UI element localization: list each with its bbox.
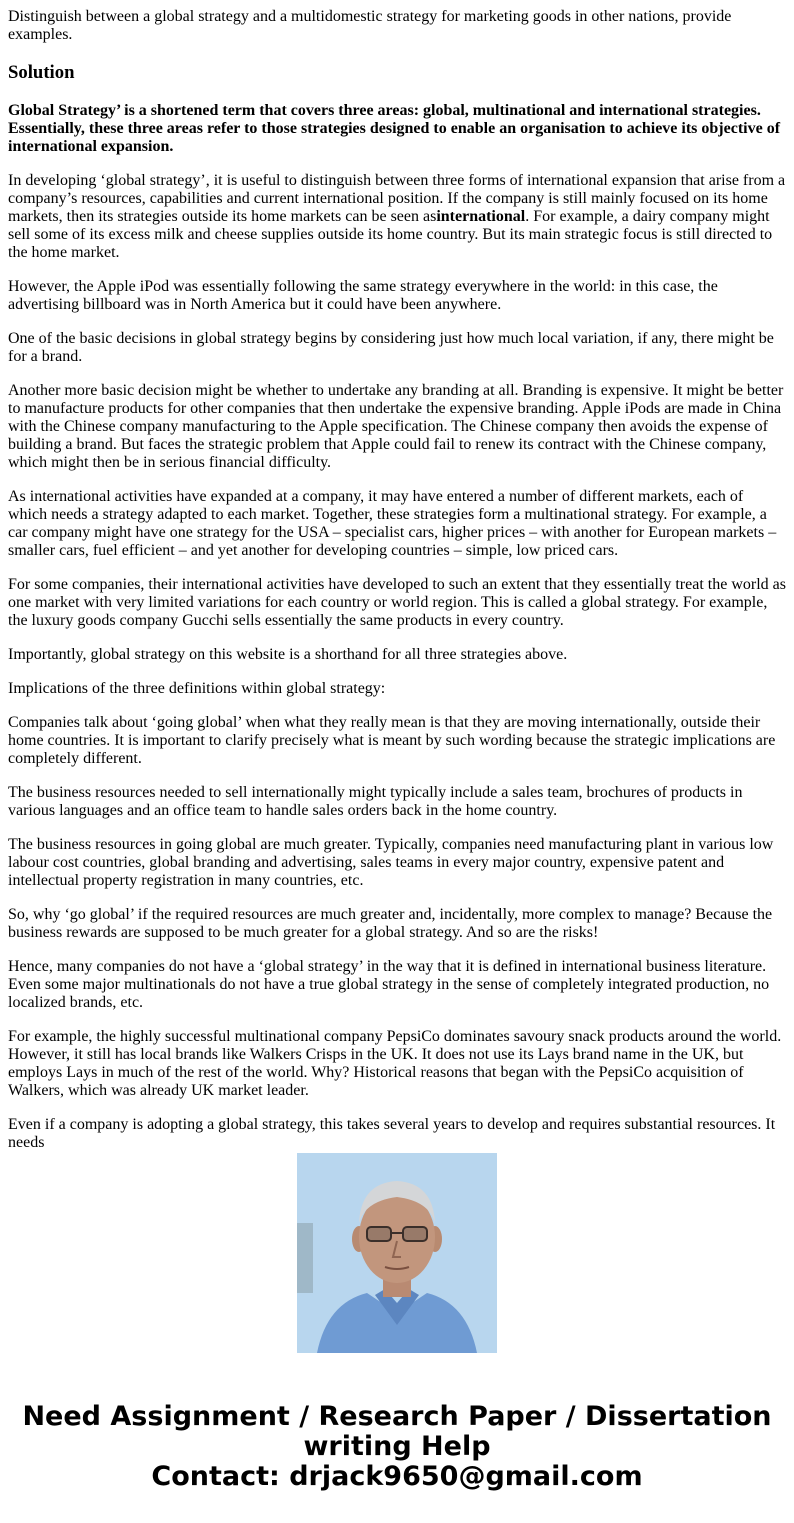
paragraph-text: . For example, a dairy company might sell some of its excess milk and cheese supplies outside its home country. But its main strategic focus is still directed to the home market.	[8, 208, 773, 261]
author-avatar	[297, 1153, 497, 1353]
paragraph: For example, the highly successful multinational company PepsiCo dominates savoury snack products around the world. However, it still has local brands like Walkers Crisps in the UK. It does not use its Lays brand name in the UK, but employs Lays in much of the rest of the world. Why? Historical reasons that began with the PepsiCo acquisition of Walkers, which was already UK market leader.	[8, 1028, 782, 1099]
paragraph-international	[8, 172, 786, 262]
paragraph: Implications of the three definitions within global strategy:	[8, 680, 386, 697]
paragraph: Companies talk about ‘going global’ when what they really mean is that they are moving internationally, outside their home countries. It is important to clarify precisely what is meant by such wording because the strategic implications are completely different.	[8, 714, 776, 767]
paragraph-text: In developing ‘global strategy’, it is useful to distinguish between three forms of international expansion that arise from a company’s resources, capabilities and current international position. If the company is still mainly focused on its home markets, then its strategies outside its home markets can be seen as	[8, 172, 786, 225]
question-text: Distinguish between a global strategy and a multidomestic strategy for marketing goods in other nations, provide examples.	[8, 8, 732, 43]
paragraph: As international activities have expanded at a company, it may have entered a number of different markets, each of which needs a strategy adapted to each market. Together, these strategies form a multinational strategy. For example, a car company might have one strategy for the USA – specialist cars, higher prices – with another for European markets – smaller cars, fuel efficient – and yet another for developing countries – simple, low priced cars.	[8, 488, 777, 559]
paragraph: The business resources in going global are much greater. Typically, companies need manufacturing plant in various low labour cost countries, global branding and advertising, sales teams in every major country, expensive patent and intellectual property registration in many countries, etc.	[8, 836, 774, 889]
paragraph: Another more basic decision might be whether to undertake any branding at all. Branding is expensive. It might be better to manufacture products for other companies that then undertake the expensive branding. Apple iPods are made in China with the Chinese company manufacturing to the Apple specification. The Chinese company then avoids the expense of building a brand. But faces the strategic problem that Apple could fail to renew its contract with the Chinese company, which might then be in serious financial difficulty.	[8, 382, 784, 471]
paragraph: Hence, many companies do not have a ‘global strategy’ in the way that it is defined in international business literature. Even some major multinationals do not have a true global strategy in the sense of completely integrated production, no localized brands, etc.	[8, 958, 770, 1011]
paragraph: For some companies, their international activities have developed to such an extent that they essentially treat the world as one market with very limited variations for each country or world region. This is called a global strategy. For example, the luxury goods company Gucchi sells essentially the same products in every country.	[8, 576, 786, 629]
paragraph-truncated: Even if a company is adopting a global strategy, this takes several years to develop and requires substantial resources. It needs	[8, 1116, 776, 1151]
person-portrait-icon	[297, 1153, 497, 1353]
solution-lead-paragraph: Global Strategy’ is a shortened term that covers three areas: global, multinational and international strategies. Essentially, these three areas refer to those strategies designed to enable an organisation to achieve its objective of international expansion.	[8, 102, 781, 155]
paragraph: However, the Apple iPod was essentially following the same strategy everywhere in the world: in this case, the advertising billboard was in North America but it could have been anywhere.	[8, 278, 718, 313]
document-body	[8, 8, 786, 1151]
promo-contact: Contact: drjack9650@gmail.com	[151, 1461, 643, 1492]
solution-heading: Solution	[8, 62, 75, 83]
paragraph: Importantly, global strategy on this website is a shorthand for all three strategies above.	[8, 646, 568, 663]
paragraph: The business resources needed to sell internationally might typically include a sales team, brochures of products in various languages and an office team to handle sales orders back in the home country.	[8, 784, 743, 819]
bold-term-international: international	[436, 208, 526, 225]
promo-line: writing Help	[303, 1431, 491, 1462]
paragraph: So, why ‘go global’ if the required resources are much greater and, incidentally, more complex to manage? Because the business rewards are supposed to be much greater for a global strategy. And so are the risks!	[8, 906, 773, 941]
paragraph: One of the basic decisions in global strategy begins by considering just how much local variation, if any, there might be for a brand.	[8, 330, 774, 365]
promo-banner	[0, 1402, 794, 1492]
promo-line: Need Assignment / Research Paper / Dissertation	[22, 1401, 772, 1432]
